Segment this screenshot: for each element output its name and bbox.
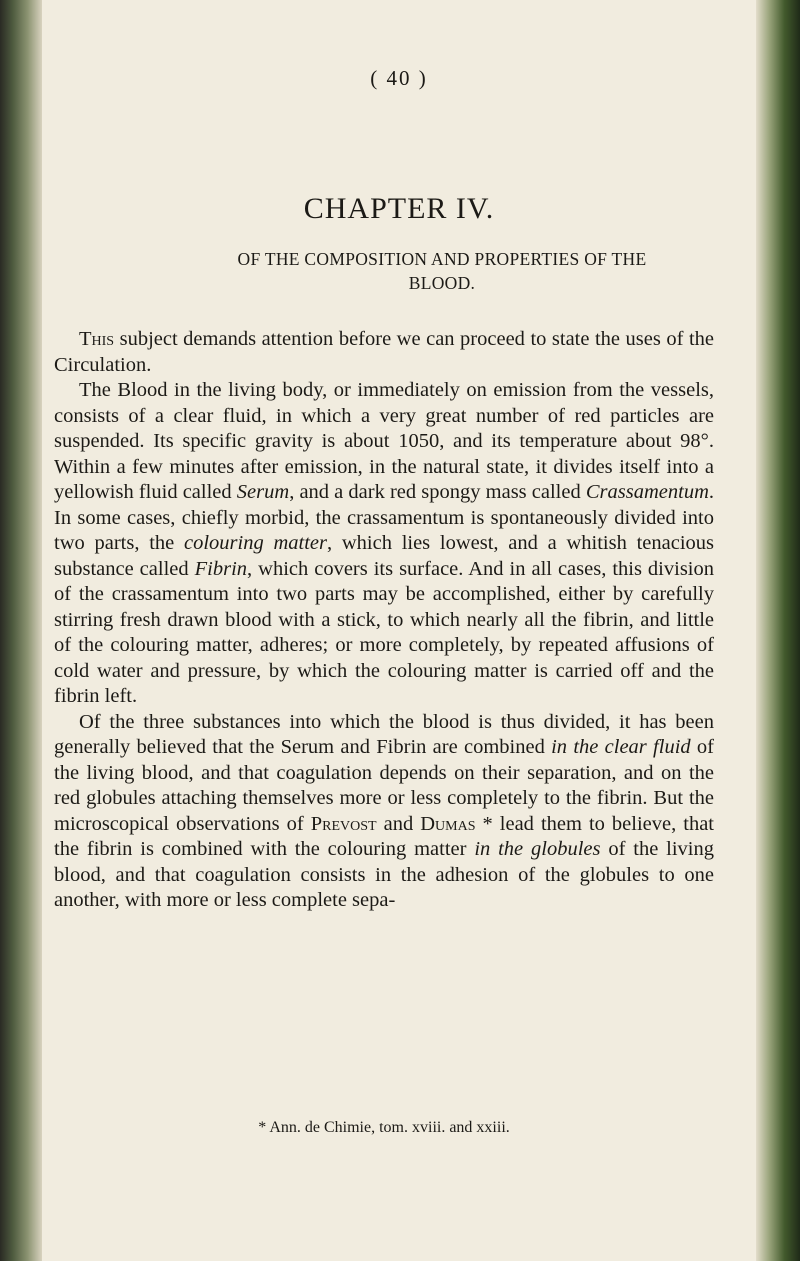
body-text xyxy=(54,327,714,914)
paragraph-text: subject demands attention before we can proceed to state the uses of the Circulation. xyxy=(54,328,714,376)
paragraph-text: * lead them to believe, that the fibrin is combined with the colouring matter xyxy=(54,812,714,860)
chapter-title: CHAPTER IV. xyxy=(303,192,495,225)
paragraph-text: and xyxy=(376,812,421,835)
term-serum: Serum xyxy=(236,481,290,503)
paragraph-1 xyxy=(54,327,714,378)
binding-shadow-right xyxy=(756,0,800,1261)
term-fibrin: Fibrin xyxy=(194,557,248,580)
name-dumas: Dumas xyxy=(420,812,476,835)
page-number: ( 40 ) xyxy=(370,66,428,90)
term-crassamentum: Crassamentum xyxy=(585,481,709,503)
binding-shadow-left xyxy=(0,0,42,1261)
paragraph-text: Of the three substances into which the blood is thus divided, it has been generally believed that the Serum and Fibrin are combined xyxy=(54,710,714,758)
paragraph-text: The Blood in the living body, or immediately on emission from the vessels, consists of a clear fluid, in which a very great number of red particles are suspended. Its specific gravity is about 1050, and its temperature about 98°. Within a few minutes after emission, in the natural state, it divides itself into a yellowish fluid called xyxy=(54,379,714,503)
phrase-clear-fluid: in the clear fluid xyxy=(551,736,691,758)
paragraph-lead-word: This xyxy=(79,328,115,350)
paragraph-text: , which covers its surface. And in all cases, this division of the crassamentum into two parts may be accomplished, either by carefully stirring fresh drawn blood with a stick, to which nearly all the fibrin, and little of the colouring matter, adheres; or more completely, by repeated affusions of cold water and pressure, by which the colouring matter is carried off and the fibrin left. xyxy=(54,557,714,707)
paragraph-text: of the living blood, and that coagulation depends on their separation, and on the red globules attaching themselves more or less completely to the fibrin. But the microscopical observations of xyxy=(54,736,715,835)
name-prevost: Prevost xyxy=(310,812,377,835)
chapter-subtitle: OF THE COMPOSITION AND PROPERTIES OF THE BLOOD. xyxy=(237,249,647,293)
book-page xyxy=(42,0,756,1261)
paragraph-2 xyxy=(54,378,714,710)
phrase-in-the-globules: in the globules xyxy=(474,838,601,860)
footnote: * Ann. de Chimie, tom. xviii. and xxiii. xyxy=(258,1119,510,1136)
paragraph-text: of the living blood, and that coagulation consists in the adhesion of the globules to one another, with more or less complete sepa- xyxy=(54,838,714,911)
paragraph-text: , which lies lowest, and a whitish tenacious substance called xyxy=(54,532,714,580)
paragraph-text: . In some cases, chiefly morbid, the crassamentum is spontaneously divided into two parts, the xyxy=(54,481,715,554)
paragraph-3 xyxy=(54,710,714,914)
term-colouring-matter: colouring matter xyxy=(184,532,327,554)
paragraph-text: , and a dark red spongy mass called xyxy=(289,481,586,503)
